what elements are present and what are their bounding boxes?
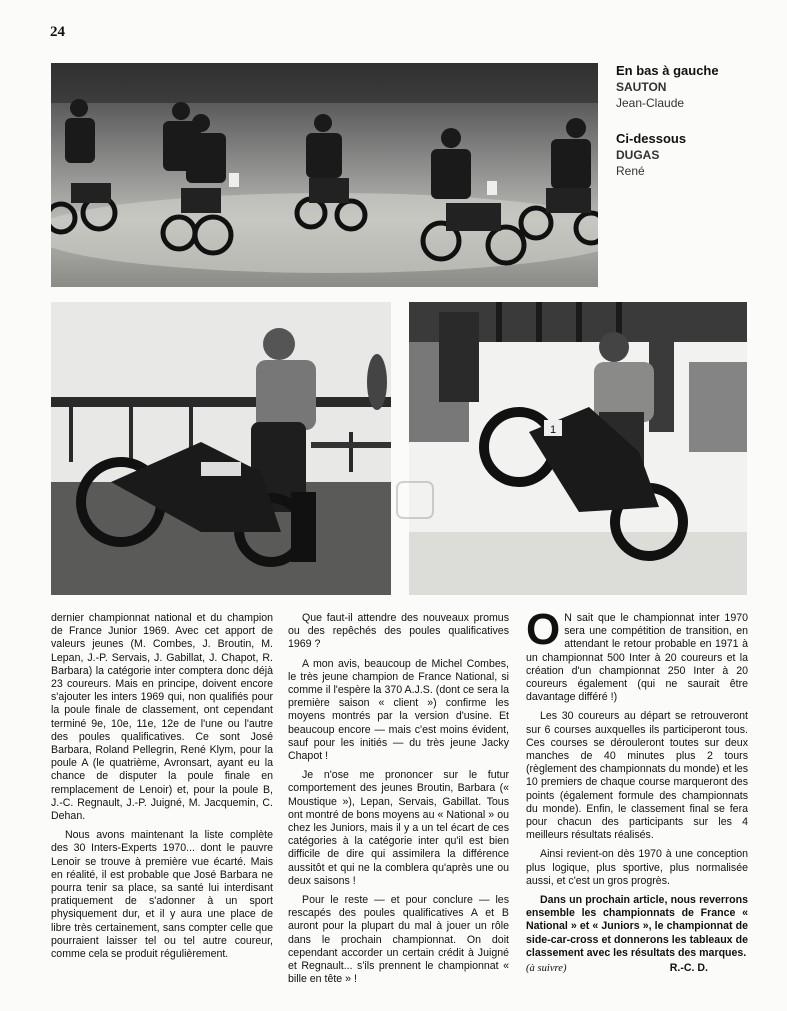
photo-rider-sauton [51, 302, 391, 595]
col3-paragraph: Les 30 coureurs au départ se retrouveront sur 6 courses auxquelles ils participeront tous. Ces courses se dérouleront toutes sur deux manches de 40 minutes plus 2 tours (règlement des championnats du monde) et les 10 premiers de chaque course marqueront des points (également formule des championnats du monde). Enfin, le classement final se fera pour chacun des participants sur les 4 meilleurs résultats réalisés. [526, 710, 748, 842]
caption-top-surname: SAUTON [616, 80, 667, 94]
col2-paragraph: Pour le reste — et pour conclure — les rescapés des poules qualificatives A et B auront pour la plupart du mal à jouer un rôle dans le prochain championnat. On doit cependant accorder un certain crédit à Juigné et Regnault... s'ils prennent le championnat « bille en tête » ! [288, 894, 509, 986]
article-column-3 [526, 605, 748, 975]
author-initials: R.-C. D. [669, 962, 708, 975]
caption-below-surname: DUGAS [616, 148, 660, 162]
to-follow-note: (à suivre) [526, 963, 567, 975]
caption-top-label: En bas à gauche [616, 63, 719, 78]
caption-top [616, 63, 719, 111]
caption-top-firstname: Jean-Claude [616, 96, 685, 110]
col2-paragraph: A mon avis, beaucoup de Michel Combes, le très jeune champion de France National, si comme il l'espère la 370 A.J.S. (dont ce sera la première saison « client ») confirme les moyens montrés par la version d'usine. Et beaucoup encore — mais c'est moins évident, sauf pour les initiés — du très jeune Jacky Chapot ! [288, 657, 509, 763]
article-column-1 [51, 612, 273, 967]
signature-line [526, 962, 748, 975]
caption-below [616, 131, 686, 179]
col2-paragraph: Je n'ose me prononcer sur le futur comportement des jeunes Broutin, Barbara (« Moustique »), Lepan, Servais, Gabillat. Tous ont montré de bons moyens au « National » ou chez les Juniors, mais il y a un tel écart de ces catégories à la catégorie inter qu'il est bien difficile de dire qui assimilera la différence aussitôt et qui ne la comblera qu'après une ou deux saisons ! [288, 769, 509, 887]
col3-bold-paragraph: Dans un prochain article, nous reverrons ensemble les championnats de France « National » et « Juniors », le championnat de side-car-cross et donnerons les tableaux de classement avec les résultats des marques. [526, 894, 748, 959]
page-number: 24 [50, 24, 65, 40]
col1-paragraph: dernier championnat national et du champion de France Junior 1969. Avec cet apport de valeurs jeunes (M. Combes, J. Broutin, M. Lepan, J.-P. Servais, J. Gabillat, J. Chapot, R. Barbara) la catégorie inter comptera donc déjà 23 coureurs. Mais en principe, doivent encore s'ajouter les inters 1969 qui, non qualifiés pour la poule finale de classement, ont cependant terminé 9e, 10e, 11e, 12e de l'une ou l'autre des poules qualificatives. Ce sont José Barbara, Roland Pellegrin, René Klym, pour la poule A (le quatrième, Avronsart, ayant eu la chance de disputer la poule finale en remplacement de Lenoir) et, pour la poule B, J.-C. Regnault, J.-P. Juigné, M. Jacquemin, C. Dehan. [51, 612, 273, 823]
col2-paragraph: Que faut-il attendre des nouveaux promus ou des repêchés des poules qualificatives 1969 ? [288, 612, 509, 651]
col3-paragraph: N sait que le championnat inter 1970 sera une compétition de transition, en attendant le retour probable en 1971 à un championnat 500 Inter à 20 coureurs et la création d'un championnat 250 Inter à 20 coureurs également (qui ne saurait être davantage différé !) [526, 612, 748, 704]
caption-below-label: Ci-dessous [616, 131, 687, 146]
drop-cap: O [526, 605, 561, 654]
photo-rider-dugas-wheelie [409, 302, 747, 595]
watermark-logo [395, 480, 435, 520]
article-column-2 [288, 612, 509, 992]
plate-number: 1 [549, 424, 557, 436]
col1-paragraph: Nous avons maintenant la liste complète des 30 Inters-Experts 1970... dont le pauvre Lenoir se trouve à première vue écarté. Mais en réalité, il est probable que José Barbara ne pourra tenir sa place, sa santé lui interdisant pratiquement de s'adonner à un sport physiquement dur, et il y aura une place de libre très certainement, sans compter celle que pourraient laisser tel ou tel autre coureur, comme cela se produit régulièrement. [51, 829, 273, 961]
col3-first-paragraph [526, 605, 748, 704]
col3-paragraph: Ainsi revient-on dès 1970 à une conception plus logique, plus sportive, plus normalisée aussi, et c'est un gros progrès. [526, 848, 748, 887]
caption-below-firstname: René [616, 164, 645, 178]
photo-motocross-pack [51, 63, 598, 287]
